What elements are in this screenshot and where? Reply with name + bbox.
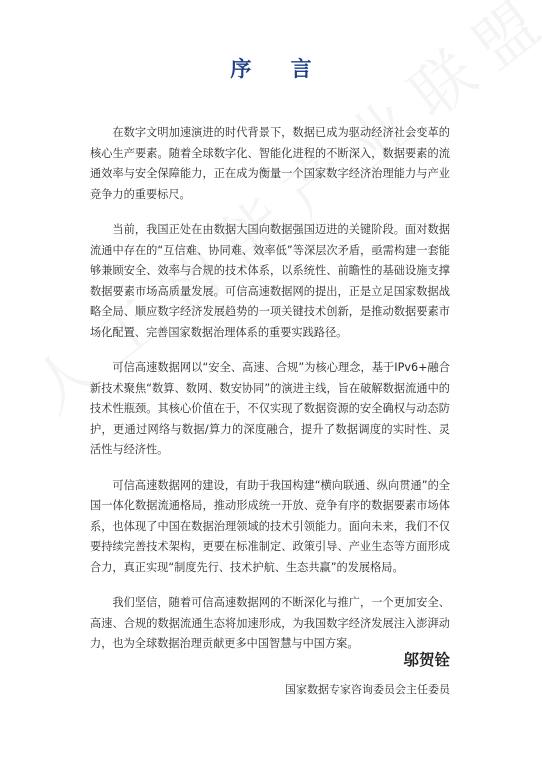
page-title: 序 言 <box>230 57 328 81</box>
paragraph-5: 我们坚信，随着可信高速数据网的不断深化与推广，一个更加安全、高速、合规的数据流通生态将加速形成，为我国数字经济发展注入澎湃动力，也为全球数据治理贡献更多中国智慧与中国方案。 <box>90 596 450 650</box>
paragraph-4: 可信高速数据网的建设，有助于我国构建“横向联通、纵向贯通”的全国一体化数据流通格局，推动形成统一开放、竞争有序的数据要素市场体系，也体现了中国在数据治理领域的技术引领能力。面向未来，我们不仅要持续完善技术架构，更要在标准制定、政策引导、产业生态等方面形成合力，真正实现“制度先行、技术护航、生态共赢”的发展格局。 <box>90 478 450 574</box>
paragraph-1: 在数字文明加速演进的时代背景下，数据已成为驱动经济社会变革的核心生产要素。随着全球数字化、智能化进程的不断深入，数据要素的流通效率与安全保障能力，正在成为衡量一个国家数字经济治理能力与产业竞争力的重要标尺。 <box>90 126 450 201</box>
preface-body <box>90 123 450 670</box>
paragraph-2: 当前，我国正处在由数据大国向数据强国迈进的关键阶段。面对数据流通中存在的“互信难、协同难、效率低”等深层次矛盾，亟需构建一套能够兼顾安全、效率与合规的技术体系，以系统性、前瞻性的基础设施支撑数据要素市场高质量发展。可信高速数据网的提出，正是立足国家数据战略全局、顺应数字经济发展趋势的一项关键技术创新，是推动数据要素市场化配置、完善国家数据治理体系的重要实践路径。 <box>90 223 450 339</box>
signature-title: 国家数据专家咨询委员会主任委员 <box>285 683 450 696</box>
paragraph-3: 可信高速数据网以“安全、高速、合规”为核心理念，基于IPv6+融合新技术聚焦“数算、数网、数安协同”的演进主线，旨在破解数据流通中的技术性瓶颈。其核心价值在于，不仅实现了数据资源的安全确权与动态防护，更通过网络与数据/算力的深度融合，提升了数据调度的实时性、灵活性与经济性。 <box>90 361 450 456</box>
signature-name: 邬贺铨 <box>403 651 450 669</box>
